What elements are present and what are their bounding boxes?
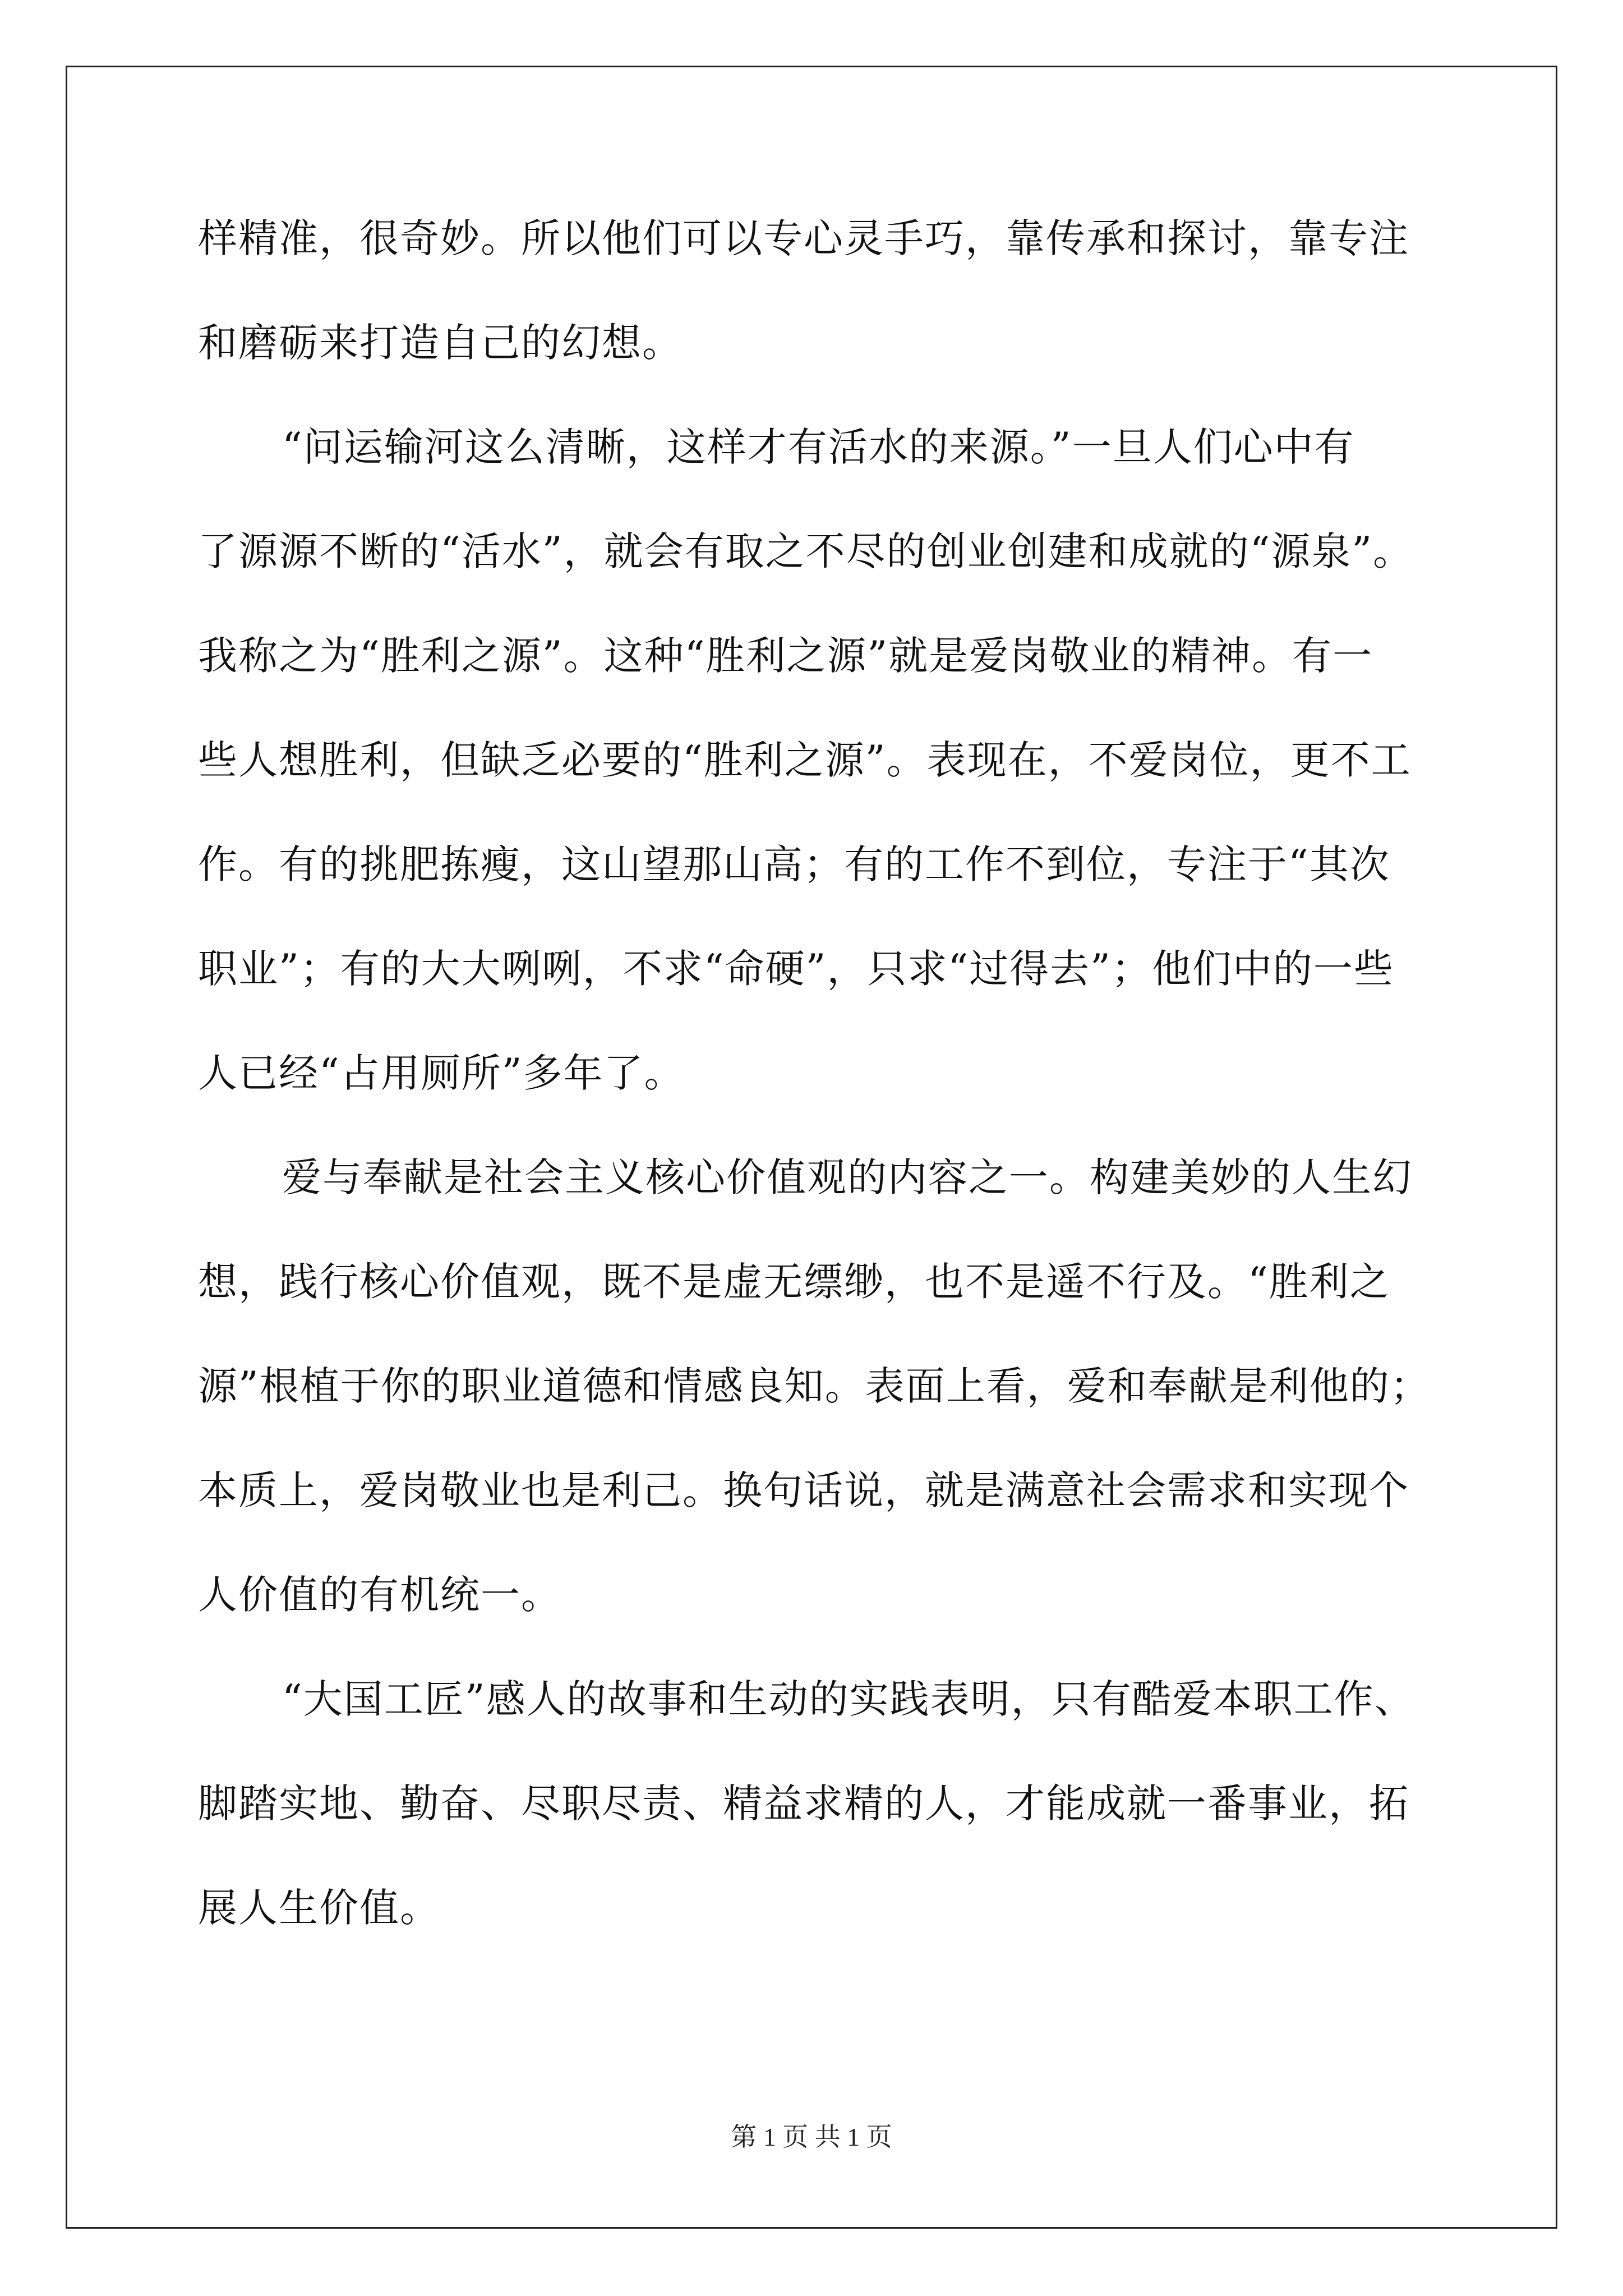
text-line: 脚踏实地、勤奋、尽职尽责、精益求精的人，才能成就一番事业，拓 [198, 1780, 1409, 1826]
text-line: 些人想胜利，但缺乏必要的“胜利之源”。表现在，不爱岗位，更不工 [198, 737, 1412, 783]
text-line: 想，践行核心价值观，既不是虚无缥缈，也不是遥不行及。“胜利之 [198, 1259, 1390, 1305]
text-line: 了源源不断的“活水”，就会有取之不尽的创业创建和成就的“源泉”。 [198, 528, 1414, 574]
text-line: 人价值的有机统一。 [198, 1572, 561, 1618]
text-line: 源”根植于你的职业道德和情感良知。表面上看，爱和奉献是利他的； [198, 1363, 1431, 1409]
text-line: 作。有的挑肥拣瘦，这山望那山高；有的工作不到位，专注于“其次 [198, 841, 1390, 887]
text-line: 职业”；有的大大咧咧，不求“命硬”，只求“过得去”；他们中的一些 [198, 946, 1394, 992]
paragraph-start-line: “问运输河这么清晰，这样才有活水的来源。”一旦人们心中有 [282, 424, 1355, 470]
text-line: 展人生价值。 [198, 1885, 440, 1931]
page-number-footer: 第 1 页 共 1 页 [731, 2123, 892, 2151]
text-line: 我称之为“胜利之源”。这种“胜利之源”就是爱岗敬业的精神。有一 [198, 633, 1373, 679]
text-line: 人已经“占用厕所”多年了。 [198, 1050, 685, 1096]
text-line: 本质上，爱岗敬业也是利己。换句话说，就是满意社会需求和实现个 [198, 1467, 1409, 1513]
text-line: 样精准，很奇妙。所以他们可以专心灵手巧，靠传承和探讨，靠专注 [198, 215, 1409, 261]
paragraph-start-line: 爱与奉献是社会主义核心价值观的内容之一。构建美妙的人生幻 [282, 1154, 1413, 1200]
paragraph-start-line: “大国工匠”感人的故事和生动的实践表明，只有酷爱本职工作、 [282, 1676, 1415, 1722]
text-line: 和磨砺来打造自己的幻想。 [198, 320, 683, 366]
